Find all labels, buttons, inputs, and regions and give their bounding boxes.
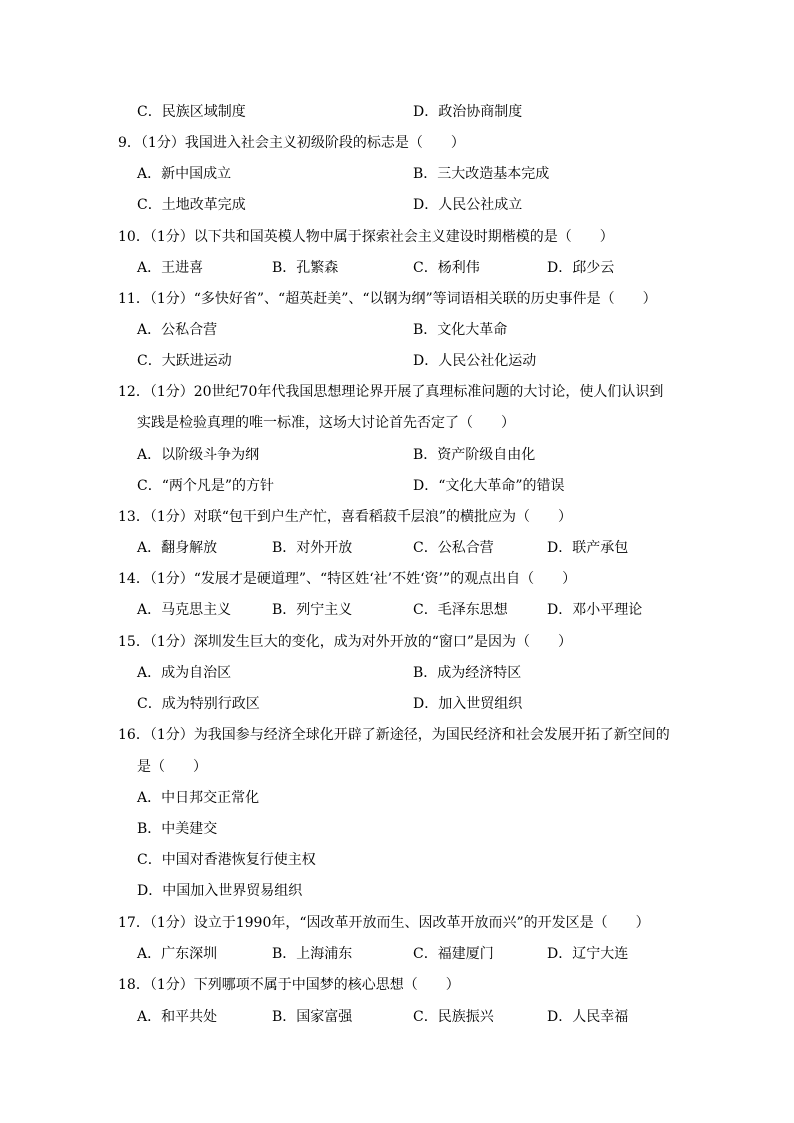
option-a: A．王进喜 <box>137 260 204 276</box>
option-a: A．成为自治区 <box>137 665 232 681</box>
option-a: A．翻身解放 <box>137 540 218 556</box>
option-row <box>137 1007 697 1027</box>
question-10-stem: 10．（1分）以下共和国英模人物中属于探索社会主义建设时期楷模的是（ ） <box>118 229 614 245</box>
option-a: A．马克思主义 <box>137 602 232 618</box>
option-b: B．资产阶级自由化 <box>413 447 536 463</box>
option-b: B．孔繁森 <box>272 260 339 276</box>
question-16-stem-continued: 是（ ） <box>137 759 207 775</box>
option-d: D．人民公社化运动 <box>413 353 537 369</box>
option-d: D．联产承包 <box>547 540 629 556</box>
option-c: C．杨利伟 <box>413 260 480 276</box>
question-13-stem: 13．（1分）对联“包干到户生产忙，喜看稻菽千层浪”的横批应为（ ） <box>118 509 573 525</box>
option-row <box>137 476 697 496</box>
option-d: D．中国加入世界贸易组织 <box>137 883 303 899</box>
option-row <box>137 164 697 184</box>
option-row <box>137 195 697 215</box>
question-16-stem: 16．（1分）为我国参与经济全球化开辟了新途径，为国民经济和社会发展开拓了新空间的 <box>118 727 670 743</box>
option-row <box>137 694 697 714</box>
question-11-stem: 11．（1分）“多快好省”、“超英赶美”、“以钢为纲”等词语相关联的历史事件是（ ） <box>118 291 657 307</box>
question-12-stem: 12．（1分）20世纪70年代我国思想理论界开展了真理标准问题的大讨论，使人们认识到 <box>118 384 664 400</box>
option-row <box>137 944 697 964</box>
option-c: C．民族振兴 <box>413 1009 494 1025</box>
option-a: A．广东深圳 <box>137 946 218 962</box>
option-a: A．以阶级斗争为纲 <box>137 447 260 463</box>
option-a: A．新中国成立 <box>137 166 232 182</box>
option-d: D．政治协商制度 <box>413 104 523 120</box>
option-row <box>137 663 697 683</box>
option-b: B．三大改造基本完成 <box>413 166 550 182</box>
option-d: D．加入世贸组织 <box>413 696 523 712</box>
option-row <box>137 102 697 122</box>
option-d: D．辽宁大连 <box>547 946 629 962</box>
question-9-stem: 9．（1分）我国进入社会主义初级阶段的标志是（ ） <box>118 135 465 151</box>
option-c: C．土地改革完成 <box>137 197 246 213</box>
option-b: B．文化大革命 <box>413 322 508 338</box>
option-row <box>137 258 697 278</box>
question-14-stem: 14．（1分）“发展才是硬道理”、“特区姓‘社’不姓‘资’”的观点出自（ ） <box>118 571 577 587</box>
option-c: C．“两个凡是”的方针 <box>137 478 275 494</box>
option-b: B．成为经济特区 <box>413 665 522 681</box>
option-row <box>137 445 697 465</box>
question-18-stem: 18．（1分）下列哪项不属于中国梦的核心思想（ ） <box>118 977 460 993</box>
option-c: C．毛泽东思想 <box>413 602 508 618</box>
option-a: A．和平共处 <box>137 1009 218 1025</box>
option-a: A．公私合营 <box>137 322 218 338</box>
option-b: B．对外开放 <box>272 540 353 556</box>
option-row <box>137 538 697 558</box>
option-c: C．中国对香港恢复行使主权 <box>137 852 316 868</box>
question-17-stem: 17．（1分）设立于1990年，“因改革开放而生、因改革开放而兴”的开发区是（ ） <box>118 915 650 931</box>
option-d: D．人民公社成立 <box>413 197 523 213</box>
option-c: C．公私合营 <box>413 540 494 556</box>
option-row <box>137 351 697 371</box>
option-c: C．民族区域制度 <box>137 104 246 120</box>
option-row <box>137 320 697 340</box>
option-b: B．上海浦东 <box>272 946 353 962</box>
option-d: D．邓小平理论 <box>547 602 643 618</box>
option-c: C．成为特别行政区 <box>137 696 260 712</box>
option-d: D．“文化大革命”的错误 <box>413 478 565 494</box>
option-c: C．福建厦门 <box>413 946 494 962</box>
option-c: C．大跃进运动 <box>137 353 232 369</box>
option-b: B．中美建交 <box>137 821 218 837</box>
option-row <box>137 600 697 620</box>
option-a: A．中日邦交正常化 <box>137 790 260 806</box>
option-d: D．人民幸福 <box>547 1009 629 1025</box>
question-15-stem: 15．（1分）深圳发生巨大的变化，成为对外开放的“窗口”是因为（ ） <box>118 634 573 650</box>
question-12-stem-continued: 实践是检验真理的唯一标准，这场大讨论首先否定了（ ） <box>137 415 515 431</box>
option-b: B．列宁主义 <box>272 602 353 618</box>
option-d: D．邱少云 <box>547 260 615 276</box>
option-b: B．国家富强 <box>272 1009 353 1025</box>
